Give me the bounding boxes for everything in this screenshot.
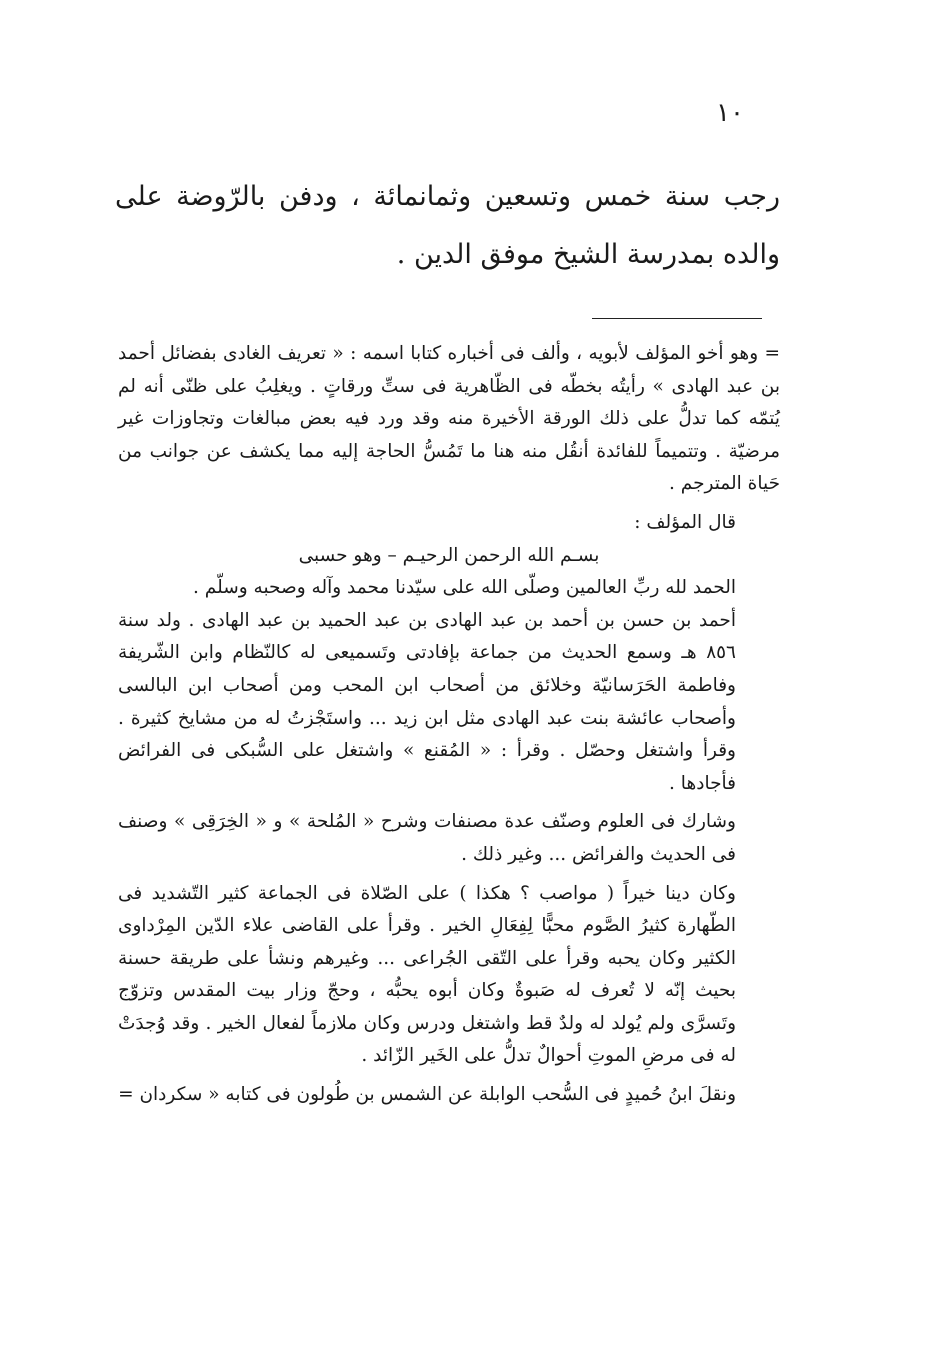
footnote-paragraph-biography: أحمد بن حسن بن أحمد بن عبد الهادى بن عبد الحميد بن عبد الهادى . ولد سنة ٨٥٦ هـ وسمع الحديث من جماعة بإفادتى وتَسميعى له كالنّظام وابن الشّريفة وفاطمة الحَرَسانيّة وخلائق من أصحاب ابن المحب ومن أصحاب ابن البالسى وأصحاب عائشة بنت عبد الهادى مثل ابن زيد ... واستَجْزتُ له من مشايخ كثيرة . وقرأ واشتغل وحصّل . وقرأ : « المُقنع » واشتغل على السُّبكى فى الفرائض فأجادها . [118, 609, 736, 794]
page-number: ١٠ [716, 98, 744, 128]
footnote-hamd: الحمد لله ربِّ العالمين وصلّى الله على سيّدنا محمد وآله وصحبه وسلّم . [193, 577, 736, 599]
footnote-intro: = وهو أخو المؤلف لأبويه ، وألف فى أخباره كتابا اسمه : « تعريف الغادى بفضائل أحمد بن عبد الهادى » رأيتُه بخطّه فى الظّاهرية فى ستِّ ورقاتٍ . ويغلِبُ على ظنّى أنه لم يُتمّه كما تدلُّ على ذلك الورقة الأخيرة منه وقد ورد فيه بعض مبالغات وتجاوزات غير مرضيّة . وتتميماً للفائدة أنقُل منه هنا ما تَمُسُّ الحاجة إليه مما يكشف عن جوانب من حَياة المترجم . [118, 343, 780, 495]
footnote-paragraph-character: وكان دينا خيراً ( مواصب ؟ هكذا ) على الصّلاة فى الجماعة كثير التّشديد فى الطّهارة كثيرُ الصَّوم محبًّا لِفِعَالِ الخير . وقرأ على القاضى علاء الدّين المِرْداوى الكثير وكان يحبه وقرأ على التّقى الجُراعى ... وغيرهم ونشأ على طريقة حسنة بحيث إنّه لا تُعرف له صَبوةٌ وكان أبوه يحبُّه ، وحجّ وزار بيت المقدس وتزوّج وتَسرَّى ولم يُولد له ولدٌ قط واشتغل ودرس وكان ملازماً لفعال الخير . وقد وُجدَتْ له فى مرضِ الموتِ أحوالٌ تدلُّ على الخَير الزّائد . [118, 882, 736, 1067]
footnote-paragraph-quote: ونقلَ ابنُ حُميدٍ فى السُّحب الوابلة عن الشمس بن طُولون فى كتابه « سكردان = [118, 1084, 736, 1106]
footnote-author-said: قال المؤلف : [634, 511, 736, 533]
main-paragraph: رجب سنة خمس وتسعين وثمانمائة ، ودفن بالرّوضة على والده بمدرسة الشيخ موفق الدين . [115, 181, 780, 270]
footnote-paragraph-works: وشارك فى العلوم وصنّف عدة مصنفات وشرح « المُلحة » و « الخِرَقِى » وصنف فى الحديث والفرائض ... وغير ذلك . [118, 811, 736, 865]
footnote [118, 338, 780, 1112]
footnote-separator [592, 318, 762, 319]
footnote-basmala: بسـم الله الرحمن الرحيـم – وهو حسبى [298, 544, 600, 566]
main-text [115, 168, 780, 284]
